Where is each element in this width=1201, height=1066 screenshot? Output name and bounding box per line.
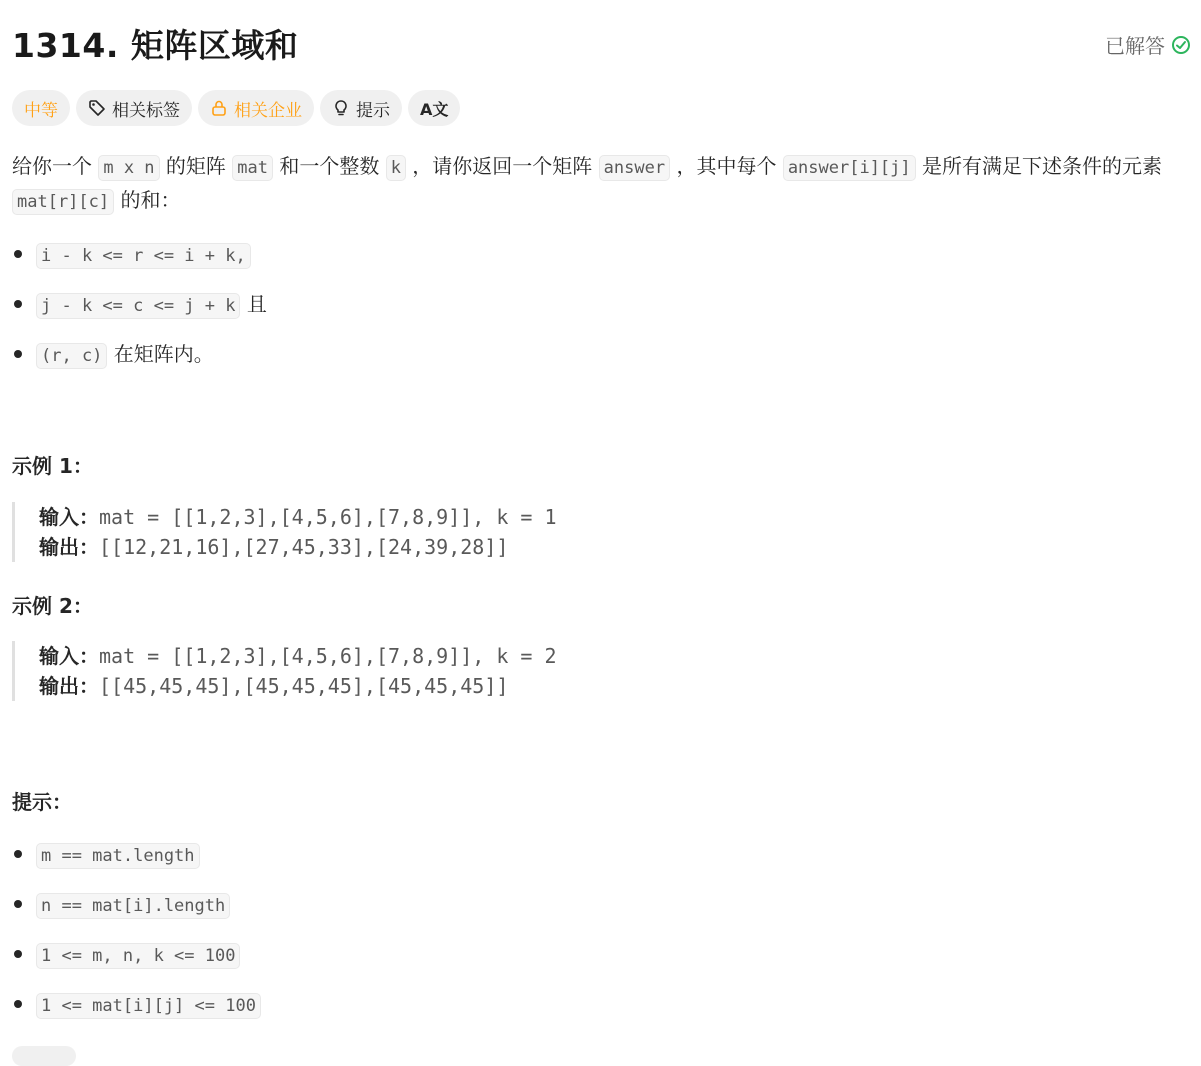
inline-code: 1 <= mat[i][j] <= 100	[36, 993, 261, 1019]
desc-text: 是所有满足下述条件的元素	[915, 154, 1162, 178]
bottom-partial-button[interactable]	[12, 1046, 76, 1066]
desc-text: 和一个整数	[272, 154, 386, 178]
inline-code: mat	[232, 155, 273, 181]
desc-text: ，请你返回一个矩阵	[405, 154, 599, 178]
input-label: 输入：	[39, 644, 99, 668]
topics-button[interactable]	[76, 90, 192, 126]
hint-label: 提示	[356, 100, 390, 121]
desc-text: 的矩阵	[159, 154, 233, 178]
inline-code: answer[i][j]	[783, 155, 916, 181]
list-item	[12, 238, 1192, 270]
inline-code: mat[r][c]	[12, 189, 114, 215]
inline-code: m == mat.length	[36, 843, 200, 869]
inline-code: 1 <= m, n, k <= 100	[36, 943, 240, 969]
constraints-list	[12, 838, 1192, 1020]
difficulty-label: 中等	[24, 100, 58, 121]
difficulty-badge[interactable]	[12, 90, 70, 126]
example-block	[12, 502, 557, 562]
conditions-list	[12, 238, 1192, 370]
lightbulb-icon	[332, 99, 350, 117]
inline-code: i - k <= r <= i + k,	[36, 243, 251, 269]
example-output-line	[39, 671, 557, 701]
tag-bar	[12, 90, 460, 126]
output-label: 输出：	[39, 674, 99, 698]
output-label: 输出：	[39, 535, 99, 559]
topics-label: 相关标签	[112, 100, 180, 121]
solved-status	[1105, 30, 1191, 59]
inline-code: n == mat[i].length	[36, 893, 230, 919]
list-item	[12, 288, 1192, 320]
desc-text: ，其中每个	[670, 154, 783, 178]
companies-label: 相关企业	[234, 100, 302, 121]
output-value: [[12,21,16],[27,45,33],[24,39,28]]	[99, 535, 509, 559]
input-value: mat = [[1,2,3],[4,5,6],[7,8,9]], k = 2	[99, 644, 557, 668]
inline-code: (r, c)	[36, 343, 107, 369]
list-item	[12, 338, 1192, 370]
lock-icon	[210, 99, 228, 117]
translate-button[interactable]	[408, 90, 460, 126]
list-item-text: 且	[240, 292, 267, 316]
output-value: [[45,45,45],[45,45,45],[45,45,45]]	[99, 674, 509, 698]
example-output-line	[39, 532, 557, 562]
example-block	[12, 641, 557, 701]
desc-text: 的和：	[114, 188, 181, 212]
check-circle-icon	[1171, 35, 1191, 55]
desc-text: 给你一个	[12, 154, 99, 178]
example-heading: 示例 1：	[12, 454, 93, 478]
companies-button[interactable]	[198, 90, 314, 126]
list-item	[12, 988, 1192, 1020]
tag-icon	[88, 99, 106, 117]
solved-label: 已解答	[1105, 34, 1165, 58]
inline-code: j - k <= c <= j + k	[36, 293, 240, 319]
hint-button[interactable]	[320, 90, 402, 126]
page-title: 1314. 矩阵区域和	[12, 26, 299, 65]
list-item	[12, 838, 1192, 870]
list-item	[12, 938, 1192, 970]
input-label: 输入：	[39, 505, 99, 529]
input-value: mat = [[1,2,3],[4,5,6],[7,8,9]], k = 1	[99, 505, 557, 529]
inline-code: m x n	[98, 155, 159, 181]
example-input-line	[39, 641, 557, 671]
translate-icon: A文	[420, 99, 449, 119]
inline-code: answer	[599, 155, 670, 181]
list-item	[12, 888, 1192, 920]
list-item-text: 在矩阵内。	[107, 342, 214, 366]
example-heading: 示例 2：	[12, 594, 93, 618]
example-input-line	[39, 502, 557, 532]
inline-code: k	[386, 155, 406, 181]
constraints-heading: 提示：	[12, 790, 72, 814]
problem-description	[12, 150, 1192, 218]
